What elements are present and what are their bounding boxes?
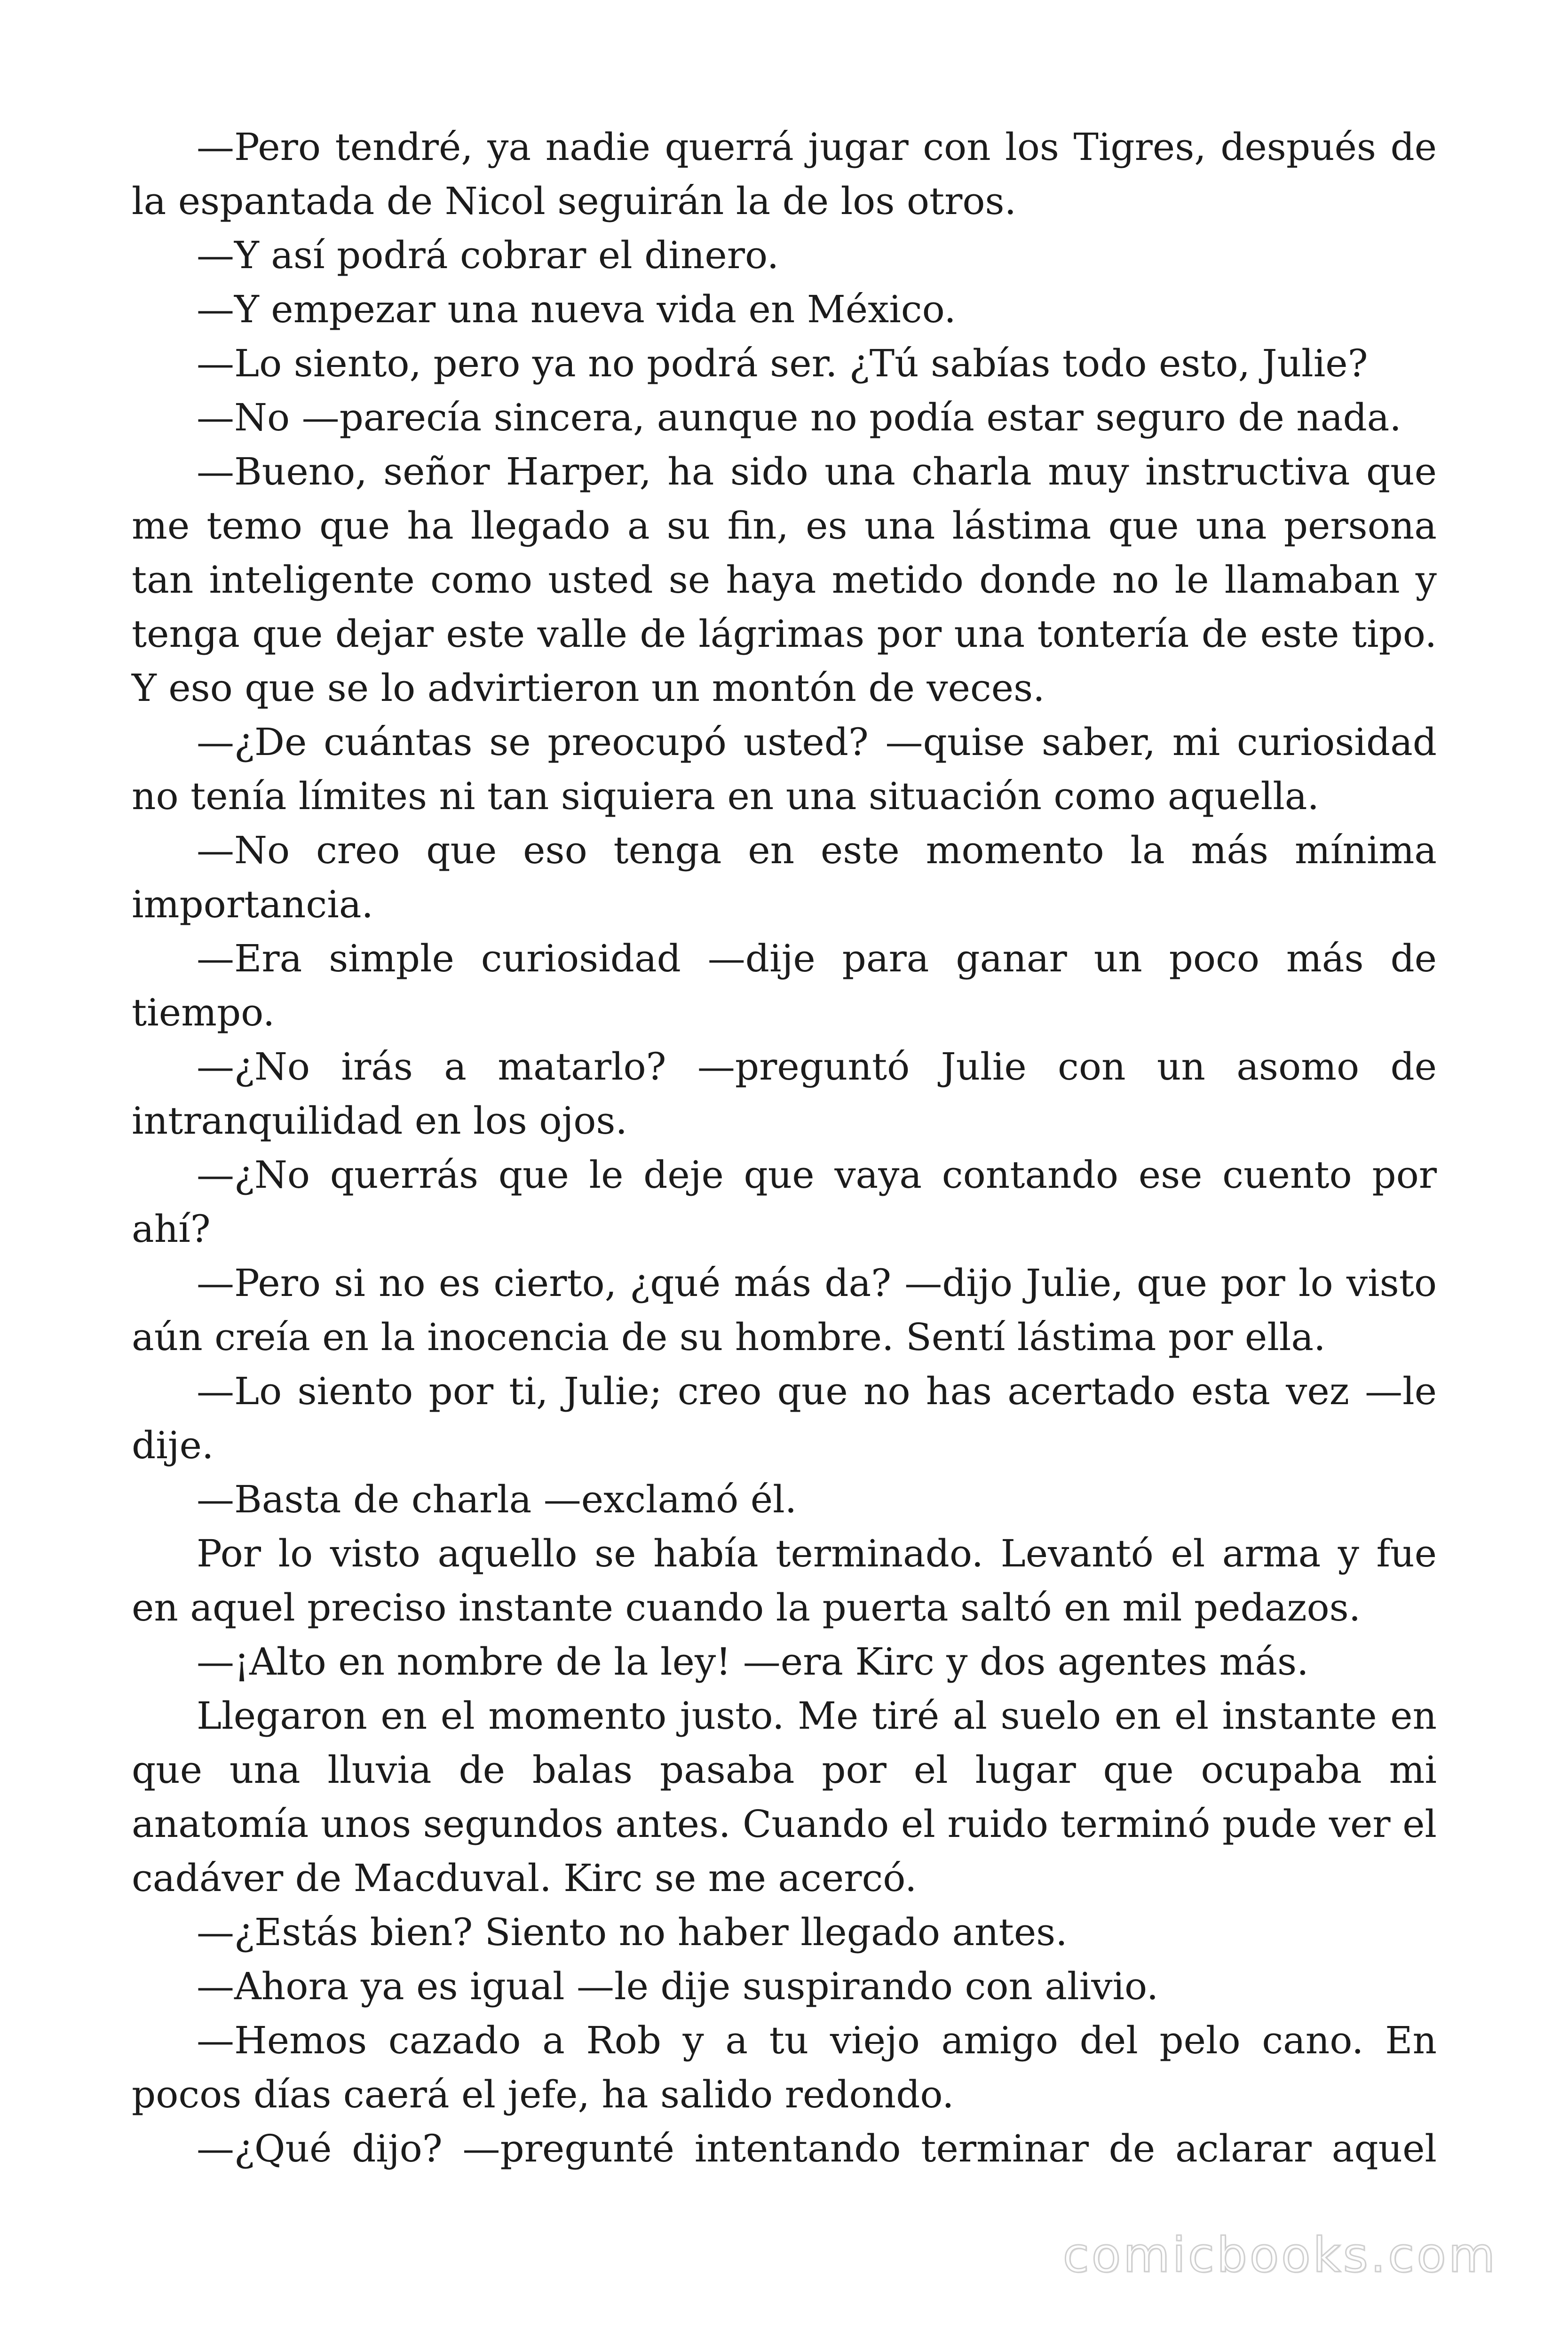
paragraph: —¿De cuántas se preocupó usted? —quise saber, mi curiosidad no tenía límites ni tan siquiera en una situación como aquella. bbox=[132, 720, 1437, 818]
paragraph: Llegaron en el momento justo. Me tiré al suelo en el instante en que una lluvia de balas pasaba por el lugar que ocupaba mi anatomía unos segundos antes. Cuando el ruido terminó pude ver el cadáver de Macduval. Kirc se me acercó. bbox=[132, 1694, 1437, 1900]
paragraph: —Pero tendré, ya nadie querrá jugar con los Tigres, después de la espantada de Nicol seguirán la de los otros. bbox=[132, 125, 1437, 223]
paragraph: —¿No irás a matarlo? —preguntó Julie con un asomo de intranquilidad en los ojos. bbox=[132, 1045, 1437, 1143]
paragraph: —Lo siento, pero ya no podrá ser. ¿Tú sabías todo esto, Julie? bbox=[197, 342, 1368, 385]
paragraph: —Lo siento por ti, Julie; creo que no has acertado esta vez —le dije. bbox=[132, 1369, 1437, 1467]
paragraph: —Era simple curiosidad —dije para ganar un poco más de tiempo. bbox=[132, 937, 1437, 1034]
paragraph: —Basta de charla —exclamó él. bbox=[197, 1478, 797, 1521]
paragraph: Por lo visto aquello se había terminado. Levantó el arma y fue en aquel preciso instante cuando la puerta saltó en mil pedazos. bbox=[132, 1532, 1437, 1629]
watermark: comicbooks.com bbox=[1062, 2227, 1497, 2283]
paragraph: —Hemos cazado a Rob y a tu viejo amigo del pelo cano. En pocos días caerá el jefe, ha salido redondo. bbox=[132, 2018, 1437, 2116]
paragraph: —No —parecía sincera, aunque no podía estar seguro de nada. bbox=[197, 396, 1402, 439]
paragraph: —Bueno, señor Harper, ha sido una charla muy instructiva que me temo que ha llegado a su fin, es una lástima que una persona tan inteligente como usted se haya metido donde no le llamaban y tenga que dejar este valle de lágrimas por una tontería de este tipo. Y eso que se lo advirtieron un montón de veces. bbox=[132, 450, 1437, 710]
paragraph: —¡Alto en nombre de la ley! —era Kirc y dos agentes más. bbox=[197, 1640, 1309, 1684]
paragraph-continued: —¿Qué dijo? —pregunté intentando terminar de aclarar aquel bbox=[197, 2127, 1437, 2170]
paragraph: —¿Estás bien? Siento no haber llegado antes. bbox=[197, 1910, 1068, 1954]
paragraph: —Pero si no es cierto, ¿qué más da? —dijo Julie, que por lo visto aún creía en la inocencia de su hombre. Sentí lástima por ella. bbox=[132, 1261, 1437, 1359]
paragraph: —¿No querrás que le deje que vaya contando ese cuento por ahí? bbox=[132, 1153, 1437, 1251]
paragraph: —Y así podrá cobrar el dinero. bbox=[197, 233, 779, 277]
paragraph: —Y empezar una nueva vida en México. bbox=[197, 287, 956, 331]
paragraph: —No creo que eso tenga en este momento la más mínima importancia. bbox=[132, 828, 1437, 926]
paragraph: —Ahora ya es igual —le dije suspirando con alivio. bbox=[197, 1964, 1159, 2008]
book-page-text bbox=[132, 120, 1437, 2176]
